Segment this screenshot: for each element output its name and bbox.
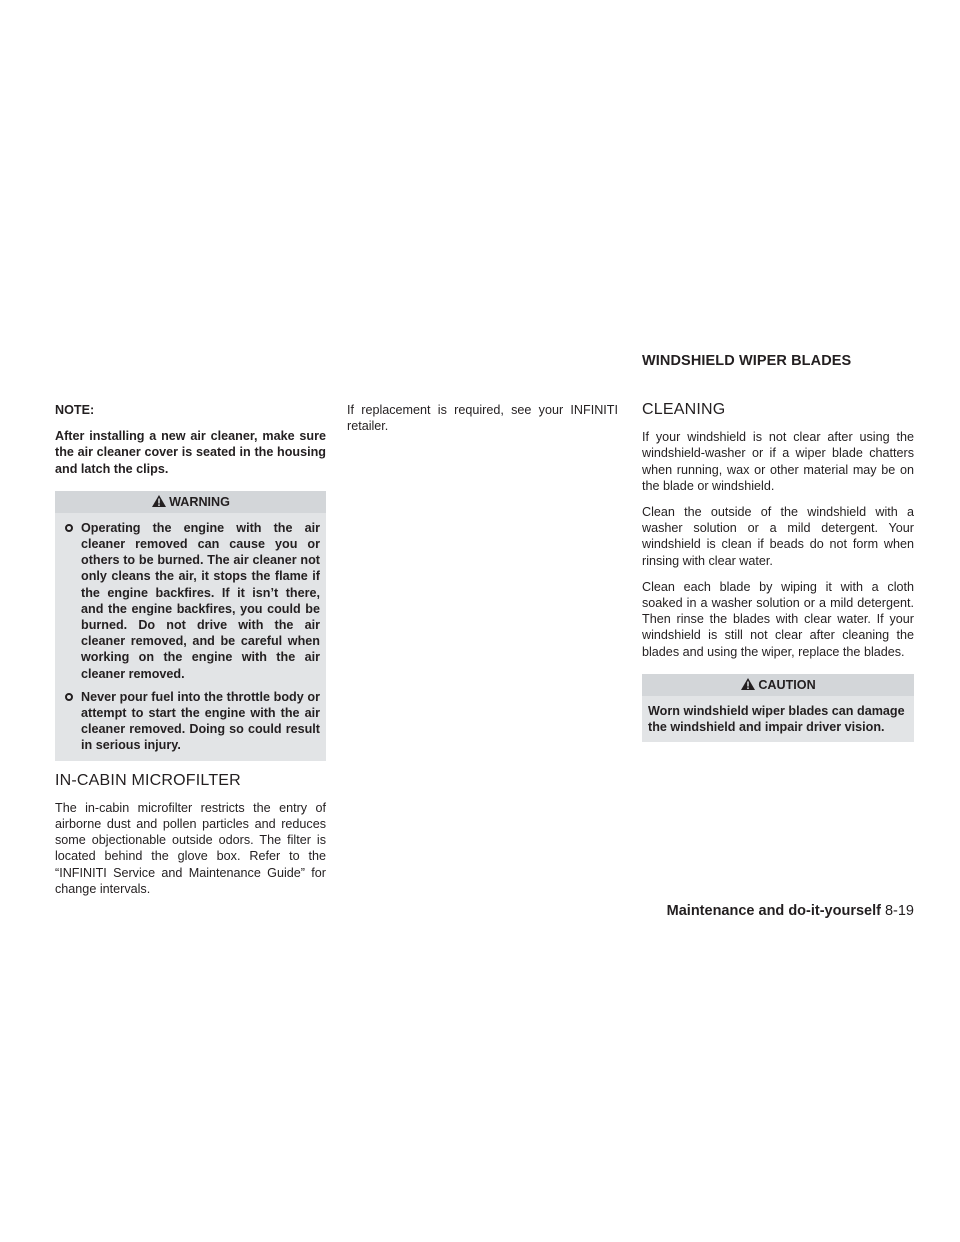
warning-header bbox=[55, 491, 326, 513]
circle-bullet-icon bbox=[65, 693, 73, 701]
replacement-text: If replacement is required, see your INFINITI retailer. bbox=[347, 403, 618, 434]
footer-chapter: Maintenance and do-it-yourself bbox=[666, 903, 881, 919]
warning-bullet bbox=[61, 520, 320, 682]
cleaning-paragraph: If your windshield is not clear after using the windshield-washer or if a wiper blade chatters when running, wax or other material may be on the blade or windshield. bbox=[642, 430, 914, 493]
cleaning-paragraph: Clean each blade by wiping it with a cloth soaked in a washer solution or a mild detergent. Then rinse the blades with clear water. If your windshield is still not clear after cleaning the blades and using the wiper, replace the blades. bbox=[642, 579, 914, 659]
column-left bbox=[55, 402, 326, 907]
warning-body bbox=[55, 513, 326, 761]
caution-header bbox=[642, 674, 914, 696]
cleaning-heading: CLEANING bbox=[642, 401, 726, 418]
warning-title: WARNING bbox=[169, 494, 230, 509]
circle-bullet-icon bbox=[65, 524, 73, 532]
warning-triangle-icon bbox=[740, 676, 756, 698]
warning-bullet bbox=[61, 689, 320, 754]
warning-box bbox=[55, 491, 326, 761]
page-footer bbox=[667, 903, 914, 919]
note-text: After installing a new air cleaner, make sure the air cleaner cover is seated in the housing and latch the clips. bbox=[55, 429, 326, 476]
caution-text: Worn windshield wiper blades can damage the windshield and impair driver vision. bbox=[648, 703, 905, 735]
section-title: WINDSHIELD WIPER BLADES bbox=[642, 353, 852, 369]
microfilter-heading: IN-CABIN MICROFILTER bbox=[55, 771, 241, 789]
warning-bullet-text: Never pour fuel into the throttle body or attempt to start the engine with the air cleaner removed. Doing so could result in serious injury. bbox=[81, 689, 320, 753]
warning-triangle-icon bbox=[151, 493, 167, 515]
column-right bbox=[642, 402, 914, 754]
caution-body bbox=[642, 696, 914, 742]
cleaning-paragraph: Clean the outside of the windshield with a washer solution or a mild detergent. Your windshield is clean if beads do not form when rinsing with clear water. bbox=[642, 505, 914, 568]
warning-bullet-text: Operating the engine with the air cleaner removed can cause you or others to be burned. The air cleaner not only cleans the air, it stops the flame if the engine backfires. If it isn’t there, and the engine backfires, you could be burned. Do not drive with the air cleaner removed, and be careful when working on the engine with the air cleaner removed. bbox=[81, 520, 320, 681]
caution-title: CAUTION bbox=[758, 677, 816, 692]
note-label: NOTE: bbox=[55, 403, 95, 417]
page-number: 8-19 bbox=[884, 903, 914, 919]
microfilter-text: The in-cabin microfilter restricts the entry of airborne dust and pollen particles and reduces some objectionable outside odors. The filter is located behind the glove box. Refer to the “INFINITI Service and Maintenance Guide” for change intervals. bbox=[55, 800, 326, 896]
caution-box bbox=[642, 674, 914, 742]
column-middle bbox=[347, 402, 618, 444]
